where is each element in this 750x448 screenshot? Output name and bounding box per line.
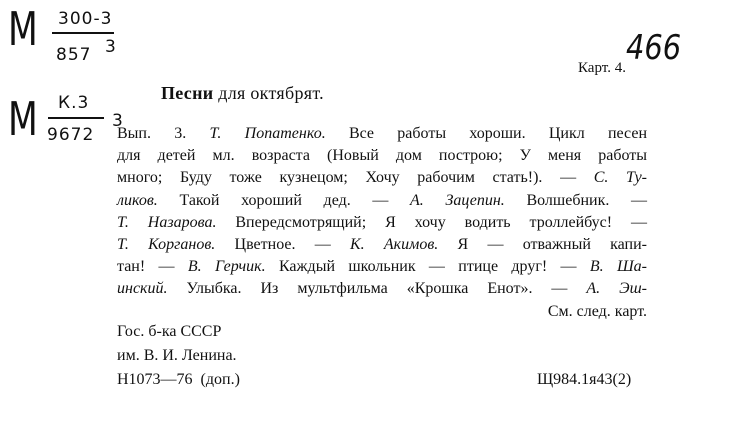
body-line — [117, 167, 647, 189]
author-name: А. Зацепин. — [410, 191, 505, 209]
title-rest: для октябрят. — [213, 83, 324, 103]
author-name: ликов. — [117, 191, 158, 209]
handwritten-fraction-line-1 — [52, 32, 114, 34]
author-name: К. Акимов. — [350, 236, 439, 254]
body-line — [117, 145, 647, 167]
body-line-continuation — [117, 301, 647, 323]
handwritten-number-1-top: 300-3 — [58, 9, 113, 29]
author-name: А. Эш- — [586, 280, 647, 298]
author-name: Т. Корганов. — [117, 236, 216, 254]
body-text-segment: Все работы хороши. Цикл песен — [325, 125, 648, 142]
card-label: Карт. 4. — [578, 60, 626, 76]
document-title — [161, 83, 324, 104]
handwritten-fraction-line-2 — [48, 117, 104, 119]
handwritten-number-2-bottom: 9672 — [47, 125, 95, 145]
author-name: В. Ша- — [589, 258, 648, 276]
author-name: С. Ту- — [593, 169, 647, 187]
handwritten-mark-2: 3 — [112, 111, 124, 131]
handwritten-number-2-top: К.3 — [58, 93, 90, 113]
handwritten-letter-2: М — [8, 92, 38, 146]
body-text-segment: много; Буду тоже кузнецом; Хочу рабочим стать!). — — [117, 169, 594, 187]
body-text-segment: Вып. 3. — [117, 125, 210, 142]
body-text-segment: для детей мл. возраста (Новый дом построю; У меня работы — [117, 147, 647, 165]
author-name: В. Герчик. — [187, 258, 266, 276]
body-text-segment: Цветное. — — [215, 236, 350, 254]
body-text-segment: Улыбка. Из мультфильма «Крошка Енот». — — [167, 280, 587, 298]
body-line — [117, 234, 647, 256]
body-text-segment: Такой хороший дед. — — [157, 191, 411, 209]
handwritten-mark-1: 3 — [105, 37, 117, 57]
body-line — [117, 123, 647, 145]
handwritten-card-number: 466 — [626, 28, 682, 68]
see-next-card-note: См. след. карт. — [547, 302, 647, 320]
body-text-segment: Впередсмотрящий; Я хочу водить троллейбус! — — [216, 213, 648, 231]
card-body-text — [117, 123, 647, 323]
body-line — [117, 190, 647, 212]
body-text-segment: Я — отважный капи- — [438, 236, 647, 254]
author-name: инский. — [117, 280, 168, 298]
author-name: Т. Назарова. — [117, 213, 217, 231]
body-text-segment: Волшебник. — — [504, 191, 648, 209]
card-code: Н1073—76 (доп.) — [117, 371, 240, 388]
body-text-segment: Каждый школьник — птице друг! — — [265, 258, 590, 276]
body-line — [117, 256, 647, 278]
handwritten-number-1-bottom: 857 — [56, 45, 92, 65]
body-text-segment: тан! — — [117, 258, 188, 276]
library-name: Гос. б-ка СССР — [117, 323, 222, 340]
title-bold: Песни — [161, 83, 214, 103]
body-line — [117, 278, 647, 300]
body-line — [117, 212, 647, 234]
author-name: Т. Попатенко. — [209, 125, 326, 142]
library-name-line-2: им. В. И. Ленина. — [117, 347, 237, 364]
classification-code: Щ984.1я43(2) — [537, 371, 632, 388]
handwritten-letter-1: М — [8, 2, 38, 56]
